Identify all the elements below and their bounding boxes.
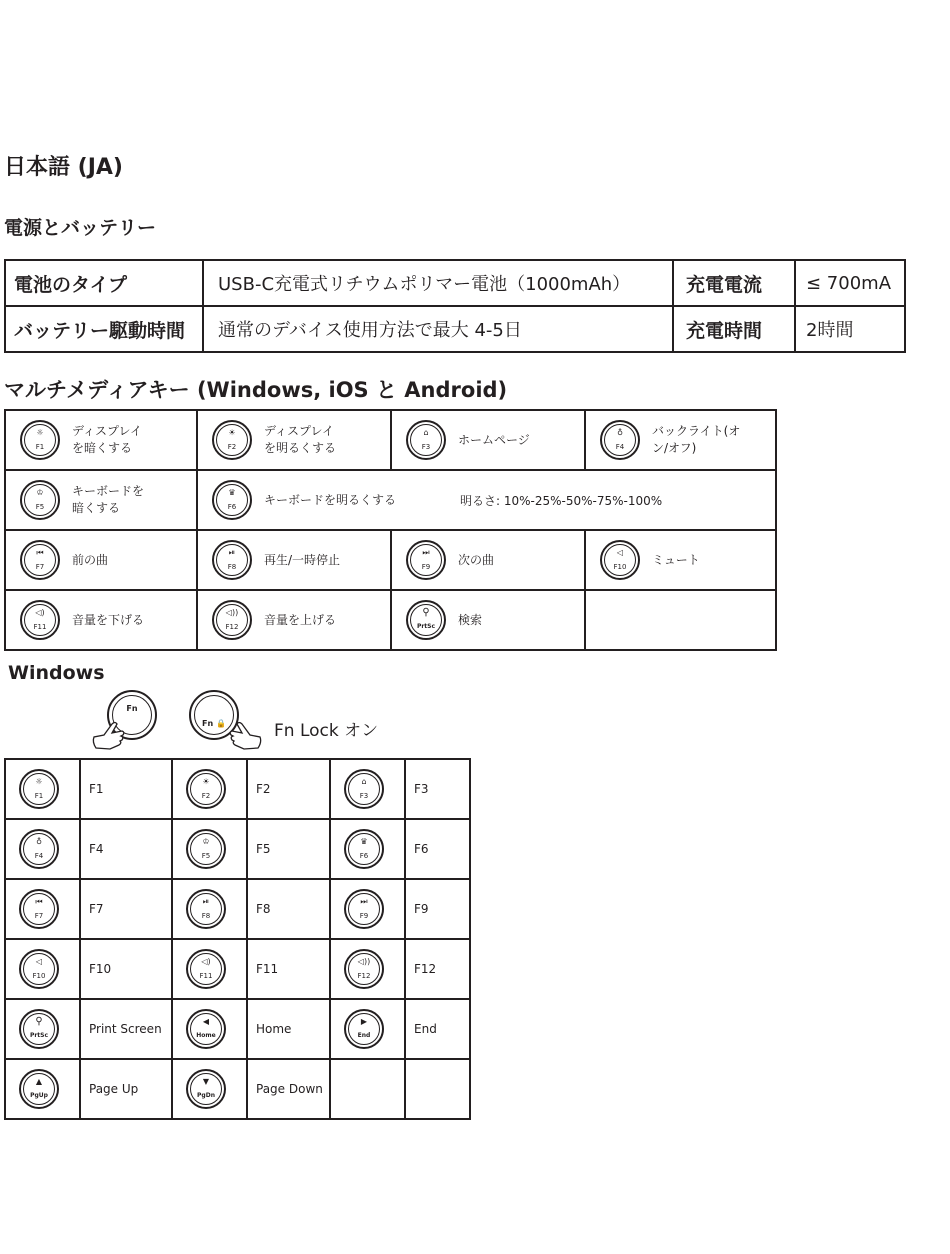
win-key-pgdn-icon: ▼ PgDn — [186, 1069, 226, 1109]
win-key-f1-label: F1 — [80, 759, 172, 819]
media-key-f1: ☼ F1 ディスプレイ を暗くする — [6, 420, 196, 460]
win-key-f10-icon: ◁ F10 — [19, 949, 59, 989]
brightness-note: 明るさ: 10%-25%-50%-75%-100% — [460, 493, 663, 508]
win-key-home-label: Home — [247, 999, 330, 1059]
media-key-f11: ◁) F11 音量を下げる — [6, 600, 196, 640]
media-key-f7: ⏮ F7 前の曲 — [6, 540, 196, 580]
win-key-f5-label: F5 — [247, 819, 330, 879]
media-key-f9: ⏭ F9 次の曲 — [392, 540, 584, 580]
key-f10-icon: ◁ F10 — [600, 540, 640, 580]
key-f2-icon: ☀ F2 — [212, 420, 252, 460]
win-key-f12-icon: ◁)) F12 — [344, 949, 384, 989]
media-key-f12: ◁)) F12 音量を上げる — [198, 600, 390, 640]
empty-cell — [585, 590, 776, 650]
win-key-pgup-label: Page Up — [80, 1059, 172, 1119]
win-key-prtsc-label: Print Screen — [80, 999, 172, 1059]
battery-life-value: 通常のデバイス使用方法で最大 4-5日 — [203, 306, 673, 352]
media-key-f8: ⏯ F8 再生/一時停止 — [198, 540, 390, 580]
media-key-f4: ♁ F4 バックライト(オ ン/オフ) — [586, 420, 775, 460]
windows-heading: Windows — [8, 662, 105, 684]
fn-key-illustration: Fn — [107, 690, 157, 740]
win-key-end-icon: ▶ End — [344, 1009, 384, 1049]
key-f8-icon: ⏯ F8 — [212, 540, 252, 580]
key-f3-icon: ⌂ F3 — [406, 420, 446, 460]
charge-current-value: ≤ 700mA — [795, 260, 905, 306]
win-key-f5-icon: ♔ F5 — [186, 829, 226, 869]
win-key-f10-label: F10 — [80, 939, 172, 999]
windows-keys-table — [4, 758, 471, 1120]
key-f4-icon: ♁ F4 — [600, 420, 640, 460]
win-key-f7-label: F7 — [80, 879, 172, 939]
charge-current-label: 充電電流 — [673, 260, 795, 306]
empty-cell — [330, 1059, 405, 1119]
key-f12-icon: ◁)) F12 — [212, 600, 252, 640]
key-f7-icon: ⏮ F7 — [20, 540, 60, 580]
media-key-prtsc: ⚲ PrtSc 検索 — [392, 600, 584, 640]
battery-life-label: バッテリー駆動時間 — [5, 306, 203, 352]
win-key-f6-label: F6 — [405, 819, 470, 879]
win-key-f7-icon: ⏮ F7 — [19, 889, 59, 929]
win-key-f4-icon: ♁ F4 — [19, 829, 59, 869]
battery-type-label: 電池のタイプ — [5, 260, 203, 306]
media-key-f10: ◁ F10 ミュート — [586, 540, 775, 580]
key-f6-icon: ♛ F6 — [212, 480, 252, 520]
media-key-f2: ☀ F2 ディスプレイ を明るくする — [198, 420, 390, 460]
win-key-home-icon: ◀ Home — [186, 1009, 226, 1049]
media-heading: マルチメディアキー (Windows, iOS と Android) — [4, 378, 508, 402]
key-f11-icon: ◁) F11 — [20, 600, 60, 640]
win-key-f3-label: F3 — [405, 759, 470, 819]
fn-lock-key-illustration: Fn 🔒 — [189, 690, 239, 740]
key-f9-icon: ⏭ F9 — [406, 540, 446, 580]
battery-type-value: USB-C充電式リチウムポリマー電池（1000mAh） — [203, 260, 673, 306]
media-key-f6: ♛ F6 キーボードを明るくする 明るさ: 10%-25%-50%-75%-100% — [198, 480, 775, 520]
power-table — [4, 259, 906, 353]
win-key-f4-label: F4 — [80, 819, 172, 879]
charge-time-value: 2時間 — [795, 306, 905, 352]
media-key-f3: ⌂ F3 ホームページ — [392, 420, 584, 460]
key-prtsc-icon: ⚲ PrtSc — [406, 600, 446, 640]
win-key-f2-label: F2 — [247, 759, 330, 819]
empty-cell — [405, 1059, 470, 1119]
media-keys-table — [4, 409, 777, 651]
power-heading: 電源とバッテリー — [4, 217, 157, 239]
win-key-f12-label: F12 — [405, 939, 470, 999]
win-key-f3-icon: ⌂ F3 — [344, 769, 384, 809]
win-key-f9-label: F9 — [405, 879, 470, 939]
win-key-f11-icon: ◁) F11 — [186, 949, 226, 989]
win-key-f8-label: F8 — [247, 879, 330, 939]
win-key-f9-icon: ⏭ F9 — [344, 889, 384, 929]
win-key-f2-icon: ☀ F2 — [186, 769, 226, 809]
win-key-pgup-icon: ▲ PgUp — [19, 1069, 59, 1109]
win-key-f11-label: F11 — [247, 939, 330, 999]
hand-press-icon — [90, 718, 130, 752]
win-key-end-label: End — [405, 999, 470, 1059]
win-key-f1-icon: ☼ F1 — [19, 769, 59, 809]
hand-press-icon-2 — [224, 718, 264, 752]
fn-lock-text: Fn Lock オン — [274, 721, 379, 741]
win-key-pgdn-label: Page Down — [247, 1059, 330, 1119]
charge-time-label: 充電時間 — [673, 306, 795, 352]
page-title: 日本語 (JA) — [4, 155, 123, 180]
win-key-f6-icon: ♛ F6 — [344, 829, 384, 869]
win-key-prtsc-icon: ⚲ PrtSc — [19, 1009, 59, 1049]
key-f5-icon: ♔ F5 — [20, 480, 60, 520]
key-f1-icon: ☼ F1 — [20, 420, 60, 460]
media-key-f5: ♔ F5 キーボードを 暗くする — [6, 480, 196, 520]
win-key-f8-icon: ⏯ F8 — [186, 889, 226, 929]
